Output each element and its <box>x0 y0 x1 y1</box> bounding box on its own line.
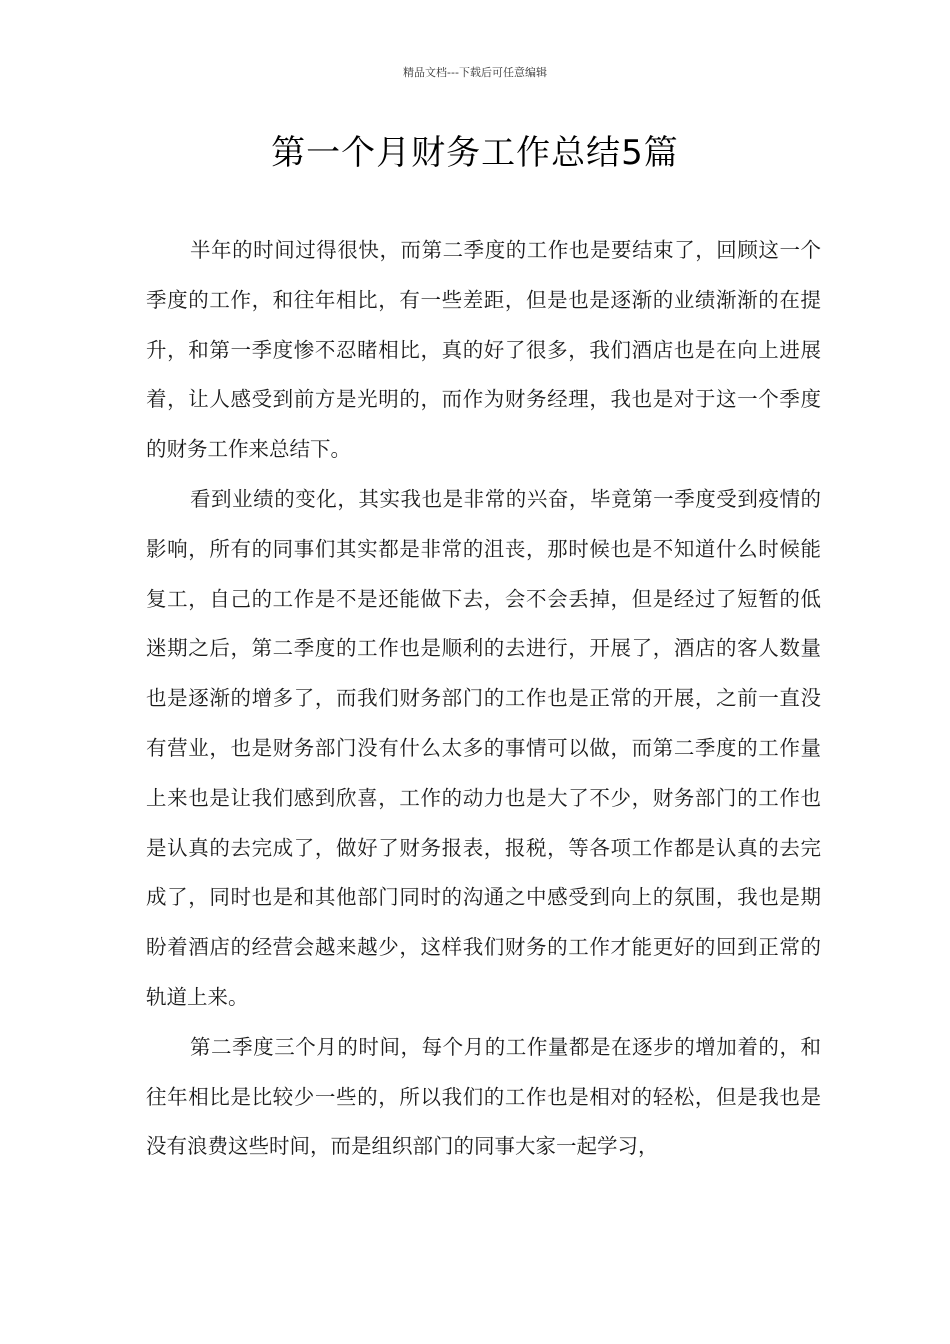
paragraph-2: 看到业绩的变化，其实我也是非常的兴奋，毕竟第一季度受到疫情的影响，所有的同事们其实都是非常的沮丧，那时候也是不知道什么时候能复工，自己的工作是不是还能做下去，会不会丢掉，但是经过了短暂的低迷期之后，第二季度的工作也是顺利的去进行，开展了，酒店的客人数量也是逐渐的增多了，而我们财务部门的工作也是正常的开展，之前一直没有营业，也是财务部门没有什么太多的事情可以做，而第二季度的工作量上来也是让我们感到欣喜，工作的动力也是大了不少，财务部门的工作也是认真的去完成了，做好了财务报表，报税，等各项工作都是认真的去完成了，同时也是和其他部门同时的沟通之中感受到向上的氛围，我也是期盼着酒店的经营会越来越少，这样我们财务的工作才能更好的回到正常的轨道上来。 <box>146 486 821 1009</box>
paragraph-1: 半年的时间过得很快，而第二季度的工作也是要结束了，回顾这一个季度的工作，和往年相比，有一些差距，但是也是逐渐的业绩渐渐的在提升，和第一季度惨不忍睹相比，真的好了很多，我们酒店也是在向上进展着，让人感受到前方是光明的，而作为财务经理，我也是对于这一个季度的财务工作来总结下。 <box>146 238 821 462</box>
document-title: 第一个月财务工作总结5篇 <box>271 133 679 173</box>
header-note: 精品文档---下载后可任意编辑 <box>403 66 547 79</box>
document-body <box>146 226 821 1172</box>
paragraph-3: 第二季度三个月的时间，每个月的工作量都是在逐步的增加着的，和往年相比是比较少一些的，所以我们的工作也是相对的轻松，但是我也是没有浪费这些时间，而是组织部门的同事大家一起学习， <box>146 1034 821 1159</box>
